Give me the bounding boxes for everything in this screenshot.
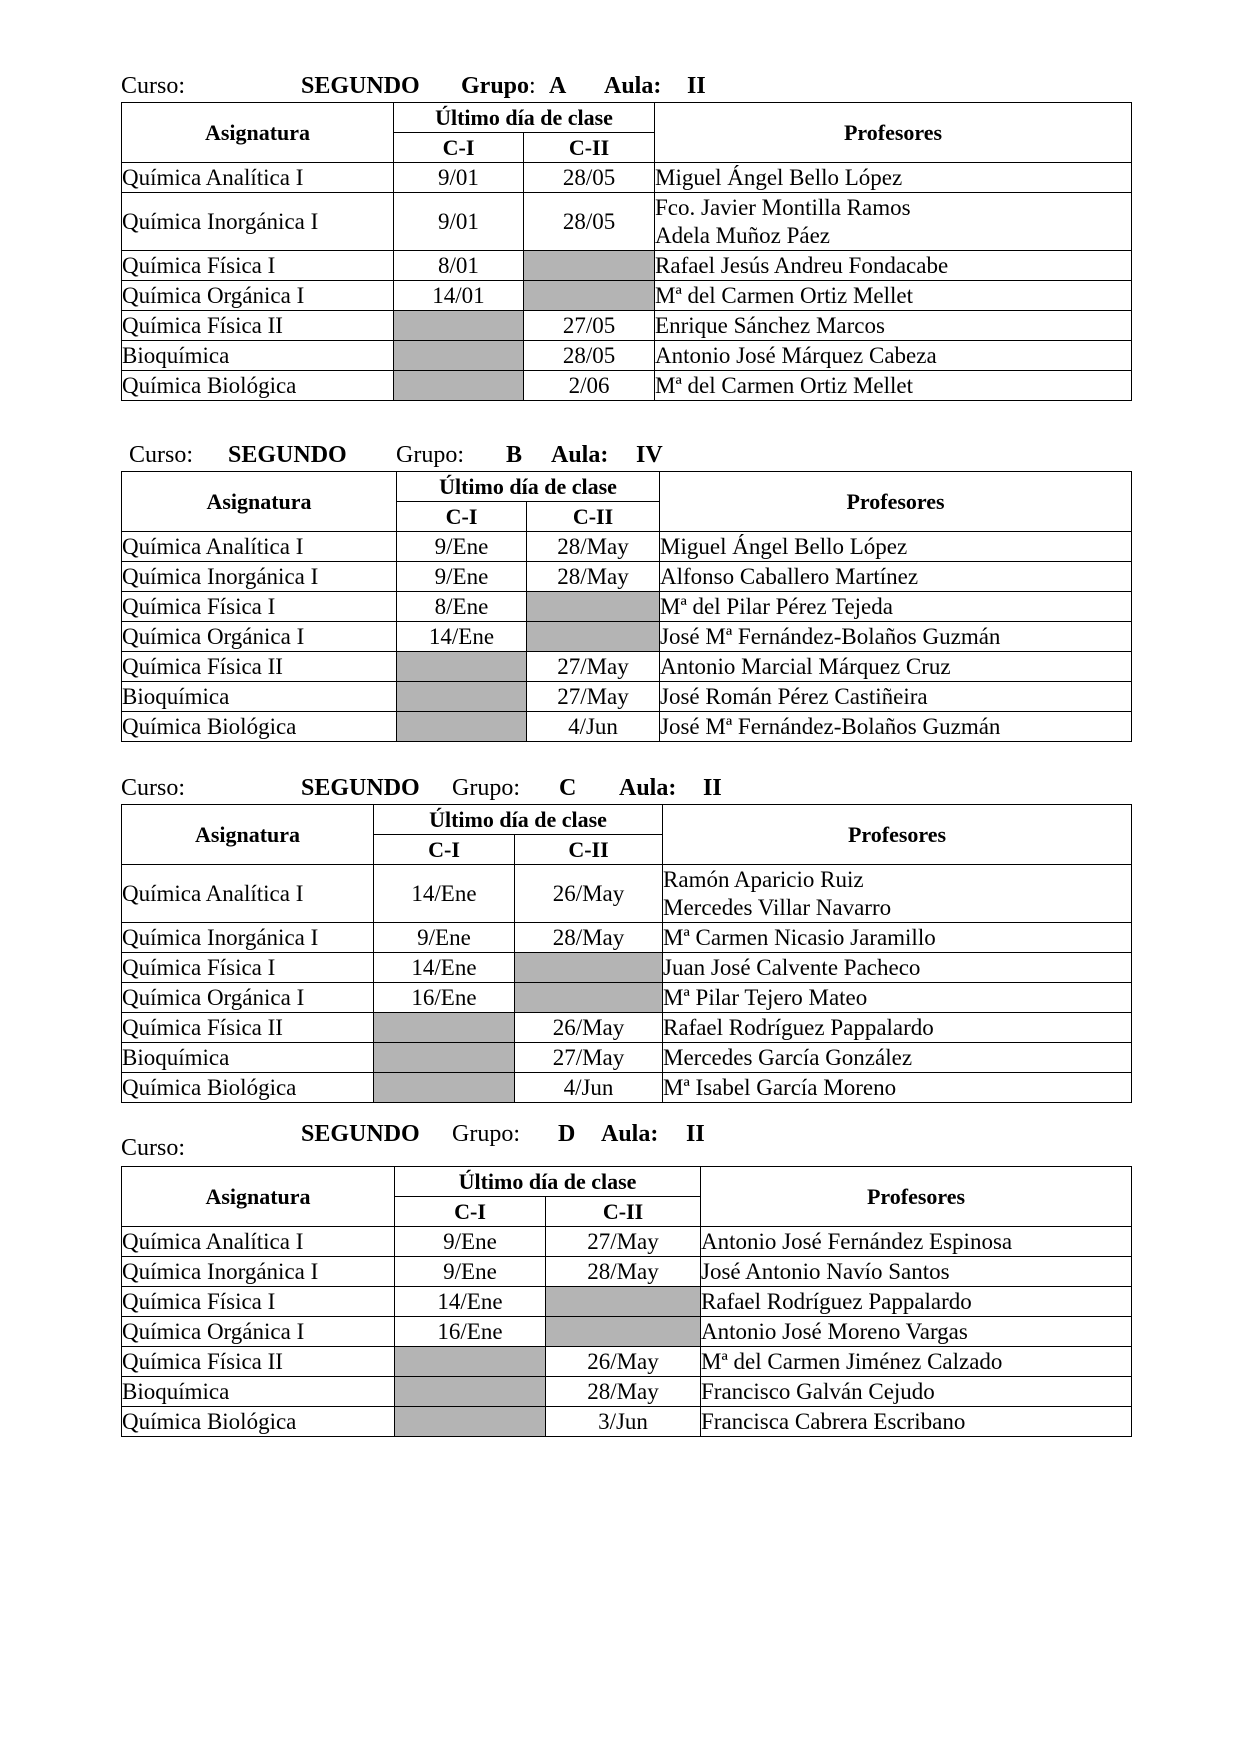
c-i-date: 8/Ene: [397, 592, 527, 622]
empty-shaded-cell: [394, 341, 524, 371]
subject-cell: Química Física I: [122, 1287, 395, 1317]
c-i-header: C-I: [394, 133, 524, 163]
curso-label: Curso:: [121, 73, 186, 99]
asignatura-header: Asignatura: [122, 472, 397, 532]
professor-name: Antonio José Márquez Cabeza: [655, 342, 937, 368]
subject-cell: Química Orgánica I: [122, 1317, 395, 1347]
professor-cell: [660, 622, 1132, 652]
empty-shaded-cell: [374, 1013, 515, 1043]
table-row: [122, 532, 1132, 562]
empty-shaded-cell: [524, 251, 655, 281]
aula-value: II: [703, 775, 722, 801]
table-row: [122, 865, 1132, 923]
table-row: [122, 1377, 1132, 1407]
subject-cell: Química Física I: [122, 953, 374, 983]
empty-shaded-cell: [394, 311, 524, 341]
c-i-date: 9/Ene: [395, 1257, 546, 1287]
professor-name: Antonio José Moreno Vargas: [701, 1318, 968, 1344]
professor-name: Adela Muñoz Páez: [655, 222, 831, 248]
c-ii-date: 27/05: [524, 311, 655, 341]
professor-cell: [701, 1377, 1132, 1407]
professor-cell: [655, 341, 1132, 371]
empty-shaded-cell: [524, 281, 655, 311]
c-i-date: 14/Ene: [397, 622, 527, 652]
empty-shaded-cell: [515, 953, 663, 983]
asignatura-header: Asignatura: [122, 1167, 395, 1227]
c-ii-date: 28/May: [527, 532, 660, 562]
aula-label: Aula:: [604, 73, 662, 99]
professor-cell: [655, 193, 1132, 251]
table-row: [122, 652, 1132, 682]
c-ii-date: 27/May: [546, 1227, 701, 1257]
c-ii-date: 3/Jun: [546, 1407, 701, 1437]
empty-shaded-cell: [527, 592, 660, 622]
c-i-date: 14/Ene: [374, 865, 515, 923]
profesores-header: Profesores: [655, 103, 1132, 163]
professor-name: Mª Pilar Tejero Mateo: [663, 984, 868, 1010]
empty-shaded-cell: [397, 652, 527, 682]
c-ii-header: C-II: [515, 835, 663, 865]
table-row: [122, 712, 1132, 742]
professor-cell: [655, 163, 1132, 193]
professor-name: Enrique Sánchez Marcos: [655, 312, 885, 338]
professor-cell: [701, 1287, 1132, 1317]
subject-cell: Química Biológica: [122, 712, 397, 742]
aula-value: IV: [636, 442, 663, 468]
subject-cell: Química Biológica: [122, 371, 394, 401]
c-i-date: 9/Ene: [397, 562, 527, 592]
profesores-header: Profesores: [660, 472, 1132, 532]
grupo-value: D: [558, 1121, 576, 1147]
professor-name: Mª del Pilar Pérez Tejeda: [660, 593, 893, 619]
professor-name: José Román Pérez Castiñeira: [660, 683, 928, 709]
ultimo-dia-header: Último día de clase: [395, 1167, 701, 1197]
subject-cell: Química Biológica: [122, 1073, 374, 1103]
professor-name: Alfonso Caballero Martínez: [660, 563, 919, 589]
c-ii-date: 27/May: [527, 682, 660, 712]
table-row: [122, 371, 1132, 401]
table-row: [122, 163, 1132, 193]
table-row: [122, 341, 1132, 371]
professor-name: Antonio José Fernández Espinosa: [701, 1228, 1013, 1254]
table-row: [122, 1347, 1132, 1377]
table-row: [122, 251, 1132, 281]
subject-cell: Química Física I: [122, 251, 394, 281]
schedule-table: [121, 1166, 1132, 1437]
table-row: [122, 562, 1132, 592]
professor-cell: [701, 1317, 1132, 1347]
professor-cell: [655, 371, 1132, 401]
professor-name: Miguel Ángel Bello López: [660, 533, 908, 559]
aula-value: II: [686, 1121, 705, 1147]
c-i-date: 14/Ene: [395, 1287, 546, 1317]
c-i-header: C-I: [395, 1197, 546, 1227]
table-row: [122, 983, 1132, 1013]
c-i-date: 9/01: [394, 193, 524, 251]
table-row: [122, 592, 1132, 622]
subject-cell: Química Inorgánica I: [122, 923, 374, 953]
grupo-value: B: [506, 442, 523, 468]
c-ii-date: 28/May: [546, 1257, 701, 1287]
professor-name: Mª Isabel García Moreno: [663, 1074, 897, 1100]
table-row: [122, 1073, 1132, 1103]
c-ii-header: C-II: [527, 502, 660, 532]
professor-name: Rafael Rodríguez Pappalardo: [701, 1288, 972, 1314]
aula-value: II: [687, 73, 706, 99]
table-row: [122, 953, 1132, 983]
professor-name: Antonio Marcial Márquez Cruz: [660, 653, 951, 679]
table-row: [122, 1043, 1132, 1073]
c-ii-date: 4/Jun: [515, 1073, 663, 1103]
professor-cell: [660, 562, 1132, 592]
table-row: [122, 1407, 1132, 1437]
empty-shaded-cell: [374, 1073, 515, 1103]
c-i-header: C-I: [397, 502, 527, 532]
schedule-table: [121, 804, 1132, 1103]
professor-cell: [663, 1043, 1132, 1073]
curso-label: Curso:: [121, 1135, 186, 1161]
professor-cell: [660, 652, 1132, 682]
grupo-value: C: [559, 775, 577, 801]
subject-cell: Bioquímica: [122, 341, 394, 371]
c-ii-date: 28/May: [527, 562, 660, 592]
c-i-date: 16/Ene: [374, 983, 515, 1013]
professor-cell: [663, 1073, 1132, 1103]
professor-name: Miguel Ángel Bello López: [655, 164, 903, 190]
empty-shaded-cell: [546, 1317, 701, 1347]
c-i-date: 9/Ene: [395, 1227, 546, 1257]
ultimo-dia-header: Último día de clase: [394, 103, 655, 133]
c-ii-date: 28/05: [524, 193, 655, 251]
c-i-date: 9/Ene: [397, 532, 527, 562]
subject-cell: Química Física I: [122, 592, 397, 622]
aula-label: Aula:: [551, 442, 609, 468]
professor-name: Mª del Carmen Ortiz Mellet: [655, 372, 914, 398]
c-ii-date: 27/May: [527, 652, 660, 682]
subject-cell: Química Analítica I: [122, 163, 394, 193]
subject-cell: Química Orgánica I: [122, 622, 397, 652]
professor-name: Fco. Javier Montilla Ramos: [655, 194, 911, 220]
c-ii-date: 26/May: [515, 865, 663, 923]
empty-shaded-cell: [395, 1377, 546, 1407]
table-row: [122, 311, 1132, 341]
curso-value: SEGUNDO: [301, 73, 420, 99]
table-row: [122, 281, 1132, 311]
c-i-date: 9/01: [394, 163, 524, 193]
professor-name: Ramón Aparicio Ruiz: [663, 866, 864, 892]
professor-name: Mª del Carmen Jiménez Calzado: [701, 1348, 1003, 1374]
ultimo-dia-header: Último día de clase: [374, 805, 663, 835]
professor-cell: [655, 251, 1132, 281]
ultimo-dia-header: Último día de clase: [397, 472, 660, 502]
professor-name: Mª del Carmen Ortiz Mellet: [655, 282, 914, 308]
curso-label: Curso:: [121, 775, 186, 801]
professor-name: Mª Carmen Nicasio Jaramillo: [663, 924, 936, 950]
c-ii-date: 26/May: [546, 1347, 701, 1377]
table-row: [122, 622, 1132, 652]
c-ii-date: 28/05: [524, 163, 655, 193]
empty-shaded-cell: [397, 712, 527, 742]
professor-name: Mercedes Villar Navarro: [663, 894, 892, 920]
subject-cell: Bioquímica: [122, 1377, 395, 1407]
table-row: [122, 1257, 1132, 1287]
professor-name: José Mª Fernández-Bolaños Guzmán: [660, 713, 1001, 739]
c-ii-date: 28/05: [524, 341, 655, 371]
professor-cell: [663, 953, 1132, 983]
professor-name: Rafael Rodríguez Pappalardo: [663, 1014, 934, 1040]
professor-name: Mercedes García González: [663, 1044, 913, 1070]
profesores-header: Profesores: [701, 1167, 1132, 1227]
professor-cell: [663, 1013, 1132, 1043]
professor-name: José Mª Fernández-Bolaños Guzmán: [660, 623, 1001, 649]
table-row: [122, 1227, 1132, 1257]
grupo-label: Grupo:: [396, 442, 464, 468]
subject-cell: Química Analítica I: [122, 865, 374, 923]
c-i-date: 14/01: [394, 281, 524, 311]
c-ii-date: 26/May: [515, 1013, 663, 1043]
table-row: [122, 923, 1132, 953]
empty-shaded-cell: [515, 983, 663, 1013]
professor-cell: [655, 281, 1132, 311]
aula-label: Aula:: [601, 1121, 659, 1147]
subject-cell: Química Inorgánica I: [122, 193, 394, 251]
c-ii-date: 4/Jun: [527, 712, 660, 742]
curso-value: SEGUNDO: [228, 442, 347, 468]
professor-cell: [701, 1227, 1132, 1257]
subject-cell: Bioquímica: [122, 1043, 374, 1073]
curso-value: SEGUNDO: [301, 775, 420, 801]
subject-cell: Química Física II: [122, 311, 394, 341]
grupo-label: Grupo:: [452, 775, 520, 801]
profesores-header: Profesores: [663, 805, 1132, 865]
table-row: [122, 682, 1132, 712]
c-ii-header: C-II: [546, 1197, 701, 1227]
c-ii-date: 27/May: [515, 1043, 663, 1073]
subject-cell: Química Analítica I: [122, 532, 397, 562]
empty-shaded-cell: [527, 622, 660, 652]
professor-cell: [660, 712, 1132, 742]
subject-cell: Bioquímica: [122, 682, 397, 712]
c-i-header: C-I: [374, 835, 515, 865]
grupo-colon: :: [529, 73, 536, 99]
c-i-date: 16/Ene: [395, 1317, 546, 1347]
grupo-label: Grupo: [461, 73, 530, 99]
asignatura-header: Asignatura: [122, 103, 394, 163]
empty-shaded-cell: [395, 1407, 546, 1437]
grupo-label: Grupo:: [452, 1121, 520, 1147]
grupo-value: A: [549, 73, 567, 99]
c-i-date: 8/01: [394, 251, 524, 281]
professor-name: Rafael Jesús Andreu Fondacabe: [655, 252, 949, 278]
subject-cell: Química Física II: [122, 1347, 395, 1377]
professor-cell: [660, 592, 1132, 622]
professor-cell: [701, 1407, 1132, 1437]
subject-cell: Química Orgánica I: [122, 281, 394, 311]
c-ii-date: 28/May: [546, 1377, 701, 1407]
table-row: [122, 1013, 1132, 1043]
c-i-date: 14/Ene: [374, 953, 515, 983]
table-row: [122, 193, 1132, 251]
subject-cell: Química Analítica I: [122, 1227, 395, 1257]
professor-cell: [660, 532, 1132, 562]
professor-name: José Antonio Navío Santos: [701, 1258, 950, 1284]
subject-cell: Química Inorgánica I: [122, 562, 397, 592]
professor-cell: [655, 311, 1132, 341]
professor-cell: [663, 865, 1132, 923]
empty-shaded-cell: [546, 1287, 701, 1317]
c-ii-date: 28/May: [515, 923, 663, 953]
professor-cell: [663, 923, 1132, 953]
c-ii-date: 2/06: [524, 371, 655, 401]
professor-cell: [660, 682, 1132, 712]
professor-name: Juan José Calvente Pacheco: [663, 954, 921, 980]
professor-cell: [663, 983, 1132, 1013]
c-i-date: 9/Ene: [374, 923, 515, 953]
empty-shaded-cell: [397, 682, 527, 712]
schedule-table: [121, 102, 1132, 401]
subject-cell: Química Orgánica I: [122, 983, 374, 1013]
c-ii-header: C-II: [524, 133, 655, 163]
professor-name: Francisca Cabrera Escribano: [701, 1408, 966, 1434]
empty-shaded-cell: [374, 1043, 515, 1073]
subject-cell: Química Física II: [122, 652, 397, 682]
subject-cell: Química Biológica: [122, 1407, 395, 1437]
subject-cell: Química Inorgánica I: [122, 1257, 395, 1287]
professor-name: Francisco Galván Cejudo: [701, 1378, 935, 1404]
professor-cell: [701, 1347, 1132, 1377]
table-row: [122, 1287, 1132, 1317]
asignatura-header: Asignatura: [122, 805, 374, 865]
empty-shaded-cell: [394, 371, 524, 401]
curso-value: SEGUNDO: [301, 1121, 420, 1147]
table-row: [122, 1317, 1132, 1347]
professor-cell: [701, 1257, 1132, 1287]
empty-shaded-cell: [395, 1347, 546, 1377]
subject-cell: Química Física II: [122, 1013, 374, 1043]
curso-label: Curso:: [129, 442, 194, 468]
aula-label: Aula:: [619, 775, 677, 801]
schedule-table: [121, 471, 1132, 742]
